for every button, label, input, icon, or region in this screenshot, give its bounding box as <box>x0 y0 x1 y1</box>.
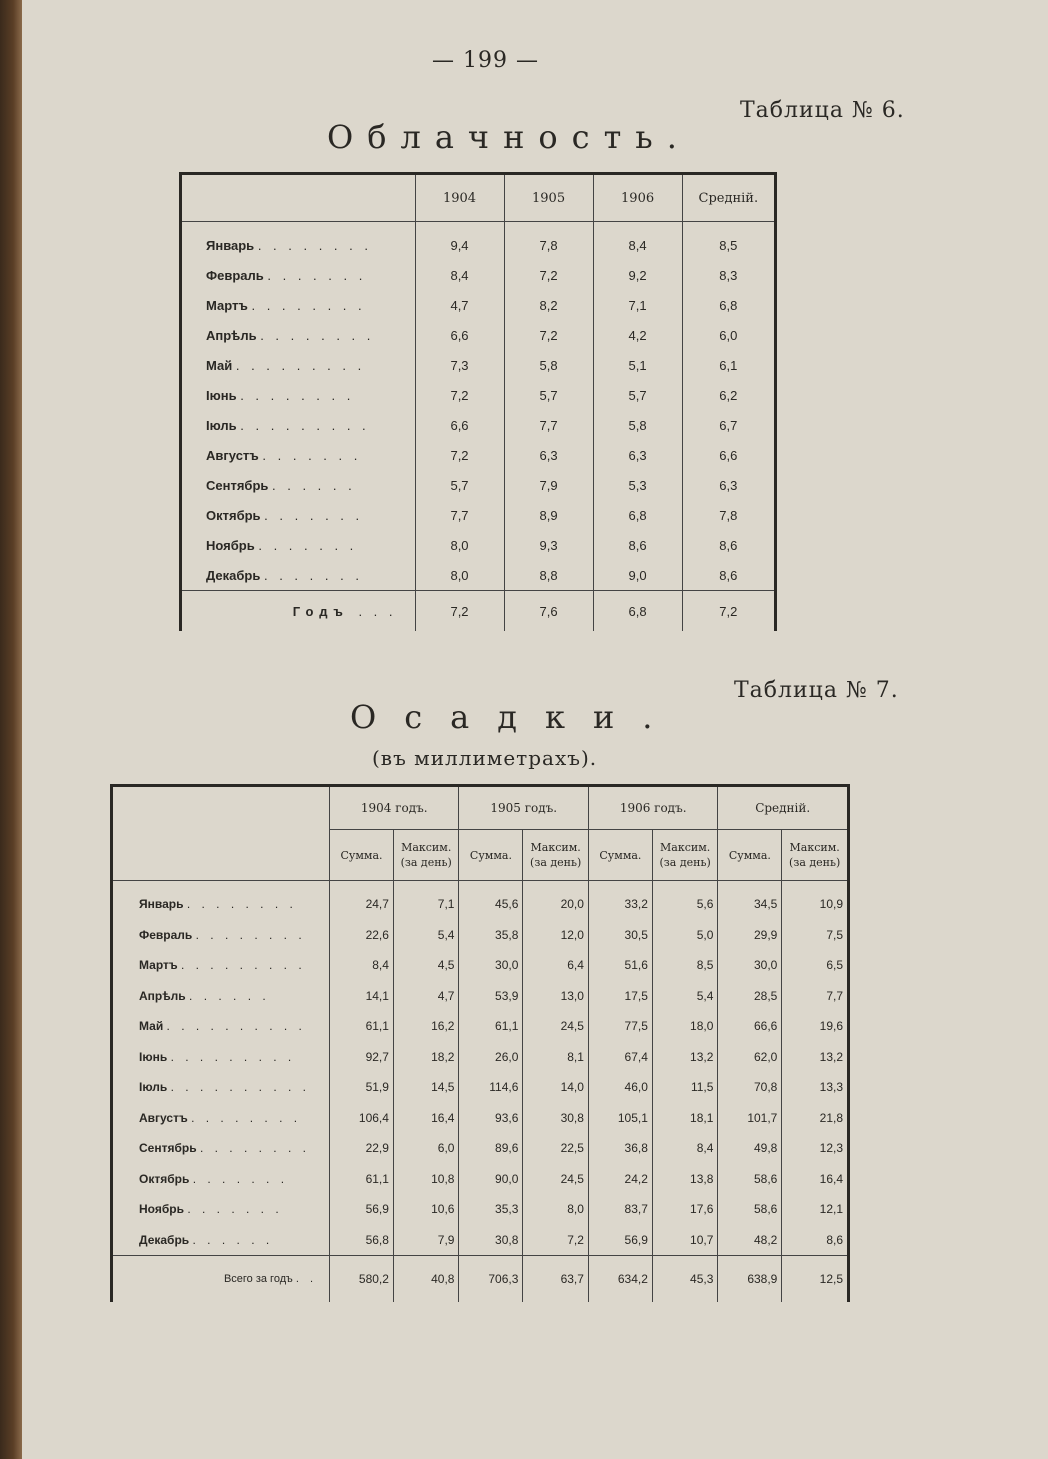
table-row <box>112 1225 849 1256</box>
row-label: Май <box>139 1019 164 1034</box>
row-label: Ноябрь <box>206 537 255 553</box>
table-cell: 16,2 <box>393 1011 459 1042</box>
table-cell: 93,6 <box>459 1103 523 1134</box>
table-cell: 8,6 <box>593 530 682 560</box>
table-row <box>181 290 776 320</box>
table-cell: 17,6 <box>652 1194 718 1225</box>
table-cell: 22,6 <box>330 920 394 951</box>
table-row <box>112 1072 849 1103</box>
leader-dots: . . . . . . . <box>264 507 364 523</box>
leader-dots: . . . . . . . . . <box>235 357 366 373</box>
table-cell: 4,5 <box>393 950 459 981</box>
table-cell: 61,1 <box>330 1011 394 1042</box>
column-header: Сумма. <box>459 830 523 881</box>
table-cell: 6,3 <box>682 470 775 500</box>
table-cell: 8,6 <box>782 1225 849 1256</box>
table-cell: 8,9 <box>504 500 593 530</box>
row-label: Іюнь <box>206 387 237 403</box>
table-cell: 24,7 <box>330 881 394 920</box>
column-header: Максим. (за день) <box>393 830 459 881</box>
table-cell: 77,5 <box>588 1011 652 1042</box>
precipitation-table <box>110 784 850 1302</box>
table-cell: 22,9 <box>330 1133 394 1164</box>
table-cell: 105,1 <box>588 1103 652 1134</box>
table-cell: 7,3 <box>415 350 504 380</box>
row-label: Сентябрь <box>206 477 269 493</box>
table-cell: 8,5 <box>682 222 775 261</box>
table-cell: 6,6 <box>682 440 775 470</box>
leader-dots: . . . . . . . . . <box>240 417 370 433</box>
leader-dots: . . . . . . . <box>258 537 358 553</box>
table-row <box>181 380 776 410</box>
table-cell: 7,2 <box>504 320 593 350</box>
column-header: 1906 <box>593 174 682 222</box>
table-cell: 5,8 <box>593 410 682 440</box>
table-cell: 7,5 <box>782 920 849 951</box>
group-header: Средній. <box>718 786 849 830</box>
table-cell: 66,6 <box>718 1011 782 1042</box>
column-header: 1905 <box>504 174 593 222</box>
group-header: 1906 годъ. <box>588 786 717 830</box>
leader-dots: . . . . . . <box>189 988 270 1003</box>
table-cell: 6,8 <box>682 290 775 320</box>
leader-dots: . . . . . . . . . . <box>170 1080 310 1095</box>
table-cell: 5,6 <box>652 881 718 920</box>
leader-dots: . . . . . . . . <box>251 297 366 313</box>
table-cell: 90,0 <box>459 1164 523 1195</box>
table-cell: 63,7 <box>523 1256 589 1303</box>
table-cell: 8,8 <box>504 560 593 591</box>
table-cell: 7,9 <box>393 1225 459 1256</box>
leader-dots: . . . . . . . . <box>240 387 355 403</box>
leader-dots: . . . <box>358 603 397 619</box>
table-cell: 24,5 <box>523 1164 589 1195</box>
table-row <box>181 530 776 560</box>
table-cell: 61,1 <box>459 1011 523 1042</box>
table-cell: 6,4 <box>523 950 589 981</box>
row-label: Февраль <box>206 267 264 283</box>
column-header: Максим. (за день) <box>652 830 718 881</box>
table-row <box>181 470 776 500</box>
group-header: 1905 годъ. <box>459 786 588 830</box>
table-row <box>181 260 776 290</box>
table-cell: 7,1 <box>593 290 682 320</box>
table-cell: 6,0 <box>393 1133 459 1164</box>
leader-dots: . . . . . . <box>192 1232 274 1247</box>
row-label: Январь <box>139 897 184 912</box>
table-cell: 45,3 <box>652 1256 718 1303</box>
leader-dots: . . . . . . . . <box>257 237 372 253</box>
leader-dots: . . . . . . . <box>187 1202 283 1217</box>
leader-dots: . . . . . . <box>272 477 356 493</box>
row-label-cell <box>181 222 416 261</box>
table-cell: 83,7 <box>588 1194 652 1225</box>
table-cell: 5,3 <box>593 470 682 500</box>
table-cell: 10,9 <box>782 881 849 920</box>
leader-dots: . . . . . . . <box>192 1171 289 1186</box>
row-label-cell <box>181 350 416 380</box>
cloudiness-table <box>179 172 777 631</box>
row-label: Апрѣль <box>139 988 186 1003</box>
book-spine <box>0 0 22 1459</box>
row-label-cell <box>112 881 330 920</box>
table-cell: 7,2 <box>682 591 775 632</box>
table-cell: 45,6 <box>459 881 523 920</box>
table6-title: Облачность. <box>327 118 691 156</box>
table-cell: 7,2 <box>523 1225 589 1256</box>
table-cell: 8,6 <box>682 560 775 591</box>
total-label <box>181 591 416 632</box>
document-page <box>22 0 1048 1459</box>
table-cell: 638,9 <box>718 1256 782 1303</box>
row-label-cell <box>112 1072 330 1103</box>
leader-dots: . . . . . . . <box>262 447 362 463</box>
table-cell: 580,2 <box>330 1256 394 1303</box>
table-cell: 6,5 <box>782 950 849 981</box>
table-cell: 30,0 <box>459 950 523 981</box>
table-cell: 5,7 <box>415 470 504 500</box>
table-cell: 4,2 <box>593 320 682 350</box>
table-cell: 56,9 <box>330 1194 394 1225</box>
row-label: Февраль <box>139 927 193 942</box>
table-cell: 12,1 <box>782 1194 849 1225</box>
row-label: Іюль <box>206 417 237 433</box>
table-row <box>112 1011 849 1042</box>
table-cell: 5,4 <box>652 981 718 1012</box>
table-cell: 30,0 <box>718 950 782 981</box>
table-cell: 7,2 <box>415 380 504 410</box>
leader-dots: . . . . . . . . <box>199 1141 310 1156</box>
table7-label: Таблица № 7. <box>734 678 899 703</box>
row-label-cell <box>112 1042 330 1073</box>
table-cell: 58,6 <box>718 1194 782 1225</box>
row-label: Декабрь <box>206 567 261 583</box>
table-cell: 16,4 <box>393 1103 459 1134</box>
row-label-cell <box>181 500 416 530</box>
table-cell: 24,5 <box>523 1011 589 1042</box>
table-cell: 46,0 <box>588 1072 652 1103</box>
table-total-row <box>181 591 776 632</box>
table7-subtitle: (въ миллиметрахъ). <box>372 746 598 770</box>
table-cell: 5,7 <box>504 380 593 410</box>
table-cell: 14,1 <box>330 981 394 1012</box>
table-cell: 9,4 <box>415 222 504 261</box>
table-cell: 13,2 <box>782 1042 849 1073</box>
row-label-cell <box>181 260 416 290</box>
leader-dots: . . . . . . . . . <box>180 958 306 973</box>
leader-dots: . . . . . . . . <box>191 1110 302 1125</box>
row-label: Апрѣль <box>206 327 257 343</box>
row-label: Сентябрь <box>139 1141 197 1156</box>
table-row <box>181 410 776 440</box>
table-cell: 20,0 <box>523 881 589 920</box>
table-row <box>112 1103 849 1134</box>
row-label-cell <box>181 440 416 470</box>
table-cell: 22,5 <box>523 1133 589 1164</box>
row-label: Декабрь <box>139 1232 190 1247</box>
header-blank <box>181 174 416 222</box>
table-cell: 56,9 <box>588 1225 652 1256</box>
row-label-cell <box>112 1194 330 1225</box>
table-cell: 24,2 <box>588 1164 652 1195</box>
table-cell: 35,3 <box>459 1194 523 1225</box>
column-header: Средній. <box>682 174 775 222</box>
row-label-cell <box>112 950 330 981</box>
table-cell: 9,0 <box>593 560 682 591</box>
table-row <box>112 881 849 920</box>
table-row <box>112 981 849 1012</box>
table-cell: 6,3 <box>504 440 593 470</box>
row-label: Январь <box>206 237 255 253</box>
table-row <box>112 1194 849 1225</box>
table-cell: 10,7 <box>652 1225 718 1256</box>
table-cell: 13,3 <box>782 1072 849 1103</box>
table-total-row <box>112 1256 849 1303</box>
table-cell: 30,8 <box>459 1225 523 1256</box>
table-cell: 706,3 <box>459 1256 523 1303</box>
row-label-cell <box>181 290 416 320</box>
table-cell: 8,4 <box>330 950 394 981</box>
row-label-cell <box>112 920 330 951</box>
table-cell: 101,7 <box>718 1103 782 1134</box>
row-label: Іюль <box>139 1080 168 1095</box>
leader-dots: . . . . . . . <box>267 267 367 283</box>
table-cell: 33,2 <box>588 881 652 920</box>
column-header: 1904 <box>415 174 504 222</box>
column-header: Сумма. <box>588 830 652 881</box>
table-cell: 29,9 <box>718 920 782 951</box>
leader-dots: . . <box>295 1273 317 1285</box>
row-label-cell <box>181 410 416 440</box>
table-cell: 16,4 <box>782 1164 849 1195</box>
table-cell: 8,1 <box>523 1042 589 1073</box>
table-cell: 8,4 <box>652 1133 718 1164</box>
table-cell: 5,8 <box>504 350 593 380</box>
row-label: Всего за годъ <box>223 1273 293 1285</box>
table-cell: 9,3 <box>504 530 593 560</box>
table-cell: 5,0 <box>652 920 718 951</box>
table-cell: 7,2 <box>415 591 504 632</box>
table-row <box>181 320 776 350</box>
total-label <box>112 1256 330 1303</box>
table-cell: 4,7 <box>393 981 459 1012</box>
row-label: Октябрь <box>139 1171 190 1186</box>
row-label-cell <box>181 380 416 410</box>
table-row <box>181 440 776 470</box>
table-cell: 8,4 <box>593 222 682 261</box>
table-cell: 61,1 <box>330 1164 394 1195</box>
table-cell: 8,4 <box>415 260 504 290</box>
table-row <box>181 500 776 530</box>
table-cell: 6,6 <box>415 320 504 350</box>
table-cell: 114,6 <box>459 1072 523 1103</box>
table-cell: 26,0 <box>459 1042 523 1073</box>
row-label-cell <box>112 981 330 1012</box>
row-label: Августъ <box>206 447 259 463</box>
table-cell: 10,8 <box>393 1164 459 1195</box>
table-cell: 28,5 <box>718 981 782 1012</box>
table-cell: 18,1 <box>652 1103 718 1134</box>
table-cell: 53,9 <box>459 981 523 1012</box>
table-cell: 30,8 <box>523 1103 589 1134</box>
leader-dots: . . . . . . . . <box>186 897 297 912</box>
row-label-cell <box>112 1225 330 1256</box>
table-cell: 21,8 <box>782 1103 849 1134</box>
table-cell: 6,3 <box>593 440 682 470</box>
table-row <box>112 920 849 951</box>
row-label: Мартъ <box>139 958 178 973</box>
row-label-cell <box>181 560 416 591</box>
table-cell: 51,9 <box>330 1072 394 1103</box>
table-cell: 36,8 <box>588 1133 652 1164</box>
row-label: Мартъ <box>206 297 248 313</box>
table-cell: 7,7 <box>782 981 849 1012</box>
table-cell: 51,6 <box>588 950 652 981</box>
row-label: Ноябрь <box>139 1202 184 1217</box>
leader-dots: . . . . . . . . <box>260 327 375 343</box>
table-cell: 5,7 <box>593 380 682 410</box>
table-cell: 5,4 <box>393 920 459 951</box>
table-row <box>112 1133 849 1164</box>
table-cell: 49,8 <box>718 1133 782 1164</box>
row-label-cell <box>181 320 416 350</box>
table-cell: 6,7 <box>682 410 775 440</box>
table-cell: 8,6 <box>682 530 775 560</box>
table-cell: 89,6 <box>459 1133 523 1164</box>
table-cell: 7,8 <box>682 500 775 530</box>
row-label-cell <box>112 1164 330 1195</box>
table-cell: 8,0 <box>523 1194 589 1225</box>
table-cell: 8,0 <box>415 560 504 591</box>
table-cell: 634,2 <box>588 1256 652 1303</box>
row-label: Іюнь <box>139 1049 168 1064</box>
table-cell: 5,1 <box>593 350 682 380</box>
table-cell: 14,5 <box>393 1072 459 1103</box>
table-cell: 13,2 <box>652 1042 718 1073</box>
column-header: Сумма. <box>718 830 782 881</box>
table-cell: 8,3 <box>682 260 775 290</box>
table-cell: 18,2 <box>393 1042 459 1073</box>
group-header: 1904 годъ. <box>330 786 459 830</box>
table-cell: 30,5 <box>588 920 652 951</box>
table-cell: 12,5 <box>782 1256 849 1303</box>
table-cell: 67,4 <box>588 1042 652 1073</box>
table-cell: 70,8 <box>718 1072 782 1103</box>
table-row <box>112 950 849 981</box>
table-cell: 10,6 <box>393 1194 459 1225</box>
table-cell: 6,6 <box>415 410 504 440</box>
table-cell: 7,7 <box>504 410 593 440</box>
leader-dots: . . . . . . . . . <box>170 1049 296 1064</box>
header-blank <box>112 786 330 881</box>
row-label: Май <box>206 357 233 373</box>
leader-dots: . . . . . . . . . . <box>166 1019 306 1034</box>
table-cell: 8,2 <box>504 290 593 320</box>
table-row <box>112 1164 849 1195</box>
row-label: Августъ <box>139 1110 188 1125</box>
row-label: Годъ <box>292 603 349 619</box>
table-cell: 56,8 <box>330 1225 394 1256</box>
row-label-cell <box>112 1103 330 1134</box>
row-label-cell <box>181 530 416 560</box>
table-cell: 14,0 <box>523 1072 589 1103</box>
row-label-cell <box>112 1133 330 1164</box>
table-cell: 7,2 <box>504 260 593 290</box>
column-header: Максим. (за день) <box>782 830 849 881</box>
table-cell: 12,3 <box>782 1133 849 1164</box>
table-cell: 7,7 <box>415 500 504 530</box>
table-cell: 34,5 <box>718 881 782 920</box>
table-cell: 19,6 <box>782 1011 849 1042</box>
table-cell: 13,8 <box>652 1164 718 1195</box>
table-cell: 6,8 <box>593 500 682 530</box>
table-cell: 7,1 <box>393 881 459 920</box>
table-cell: 8,0 <box>415 530 504 560</box>
table-cell: 7,8 <box>504 222 593 261</box>
table-cell: 40,8 <box>393 1256 459 1303</box>
table-cell: 18,0 <box>652 1011 718 1042</box>
table-header-row <box>181 174 776 222</box>
table-cell: 9,2 <box>593 260 682 290</box>
table-cell: 4,7 <box>415 290 504 320</box>
table-row <box>112 1042 849 1073</box>
row-label-cell <box>112 1011 330 1042</box>
table-cell: 6,2 <box>682 380 775 410</box>
table6-label: Таблица № 6. <box>740 98 905 123</box>
row-label-cell <box>181 470 416 500</box>
table-group-header-row <box>112 786 849 830</box>
table-cell: 13,0 <box>523 981 589 1012</box>
table-cell: 106,4 <box>330 1103 394 1134</box>
table-cell: 7,9 <box>504 470 593 500</box>
column-header: Максим. (за день) <box>523 830 589 881</box>
table-row <box>181 350 776 380</box>
column-header: Сумма. <box>330 830 394 881</box>
table-cell: 7,2 <box>415 440 504 470</box>
table-cell: 92,7 <box>330 1042 394 1073</box>
table-cell: 35,8 <box>459 920 523 951</box>
table-cell: 17,5 <box>588 981 652 1012</box>
table7-title: Осадки. <box>350 698 681 736</box>
table-cell: 48,2 <box>718 1225 782 1256</box>
table-cell: 8,5 <box>652 950 718 981</box>
table-cell: 6,8 <box>593 591 682 632</box>
table-cell: 62,0 <box>718 1042 782 1073</box>
table-cell: 6,1 <box>682 350 775 380</box>
leader-dots: . . . . . . . <box>263 567 363 583</box>
leader-dots: . . . . . . . . <box>195 927 306 942</box>
table-row <box>181 560 776 591</box>
table-cell: 6,0 <box>682 320 775 350</box>
table-cell: 11,5 <box>652 1072 718 1103</box>
page-number: — 199 — <box>432 48 539 73</box>
row-label: Октябрь <box>206 507 261 523</box>
table-cell: 7,6 <box>504 591 593 632</box>
table-cell: 12,0 <box>523 920 589 951</box>
table-row <box>181 222 776 261</box>
table-cell: 58,6 <box>718 1164 782 1195</box>
